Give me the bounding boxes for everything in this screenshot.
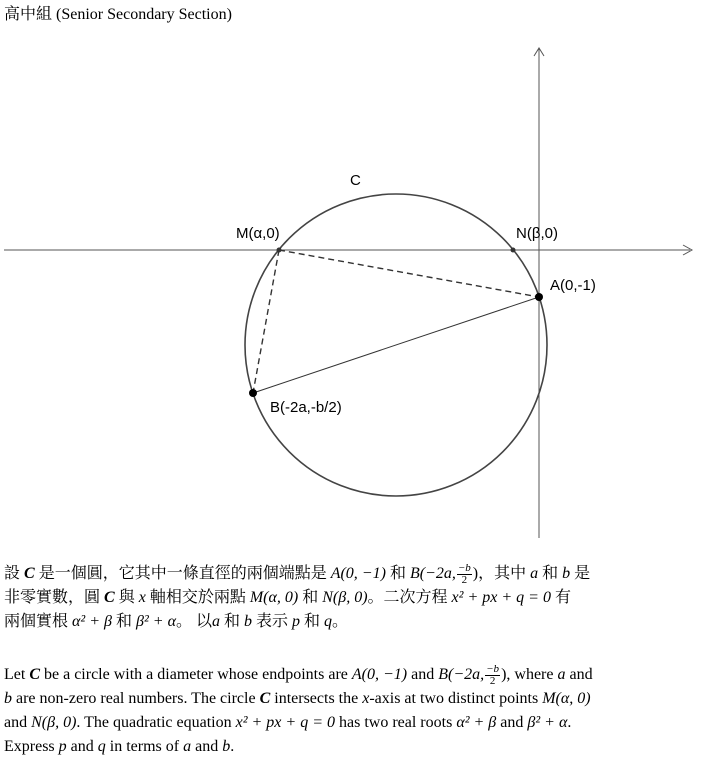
en-line-3: and N(β, 0). The quadratic equation x² + px + q = 0 has two real roots α² + β and β² + α. — [4, 714, 572, 731]
problem-text-chinese — [4, 562, 704, 634]
point-n — [511, 248, 516, 253]
geometry-figure — [0, 40, 708, 545]
point-b — [249, 389, 257, 397]
en-line-2: b are non-zero real numbers. The circle C intersects the x-axis at two distinct points M(α, 0) — [4, 690, 591, 707]
point-a — [535, 293, 543, 301]
zh-line-1: 設 C 是一個圓，它其中一條直徑的兩個端點是 A(0, −1) 和 B(−2a, $\frac{-b}{2}$ )，其中 a 和 b 是 — [4, 561, 591, 586]
point-m — [277, 248, 282, 253]
en-line-1: Let C be a circle with a diameter whose endpoints are A(0, −1) and B(−2a, $\frac{-b}{2}$ ), where a and — [4, 662, 593, 687]
problem-text-english — [4, 663, 704, 759]
dashed-segment-mb — [253, 250, 279, 393]
label-b: B(-2a,-b/2) — [270, 399, 342, 416]
label-circle-c: C — [350, 172, 361, 189]
zh-line-2: 非零實數，圓 C 與 x 軸相交於兩點 M(α, 0) 和 N(β, 0)。二次方程 x² + px + q = 0 有 — [4, 589, 571, 606]
en-line-4: Express p and q in terms of a and b. — [4, 738, 235, 755]
label-m: M(α,0) — [236, 225, 280, 242]
label-a: A(0,-1) — [550, 277, 596, 294]
fraction: $\frac{-b}{2}$ — [457, 561, 471, 586]
fraction: $\frac{-b}{2}$ — [486, 662, 500, 687]
dashed-segment-ma — [279, 250, 539, 297]
zh-line-3: 兩個實根 α² + β 和 β² + α。 以a 和 b 表示 p 和 q。 — [4, 613, 349, 630]
label-n: N(β,0) — [516, 225, 558, 242]
diameter-ab — [253, 297, 539, 393]
section-header: 高中組 (Senior Secondary Section) — [4, 6, 232, 23]
